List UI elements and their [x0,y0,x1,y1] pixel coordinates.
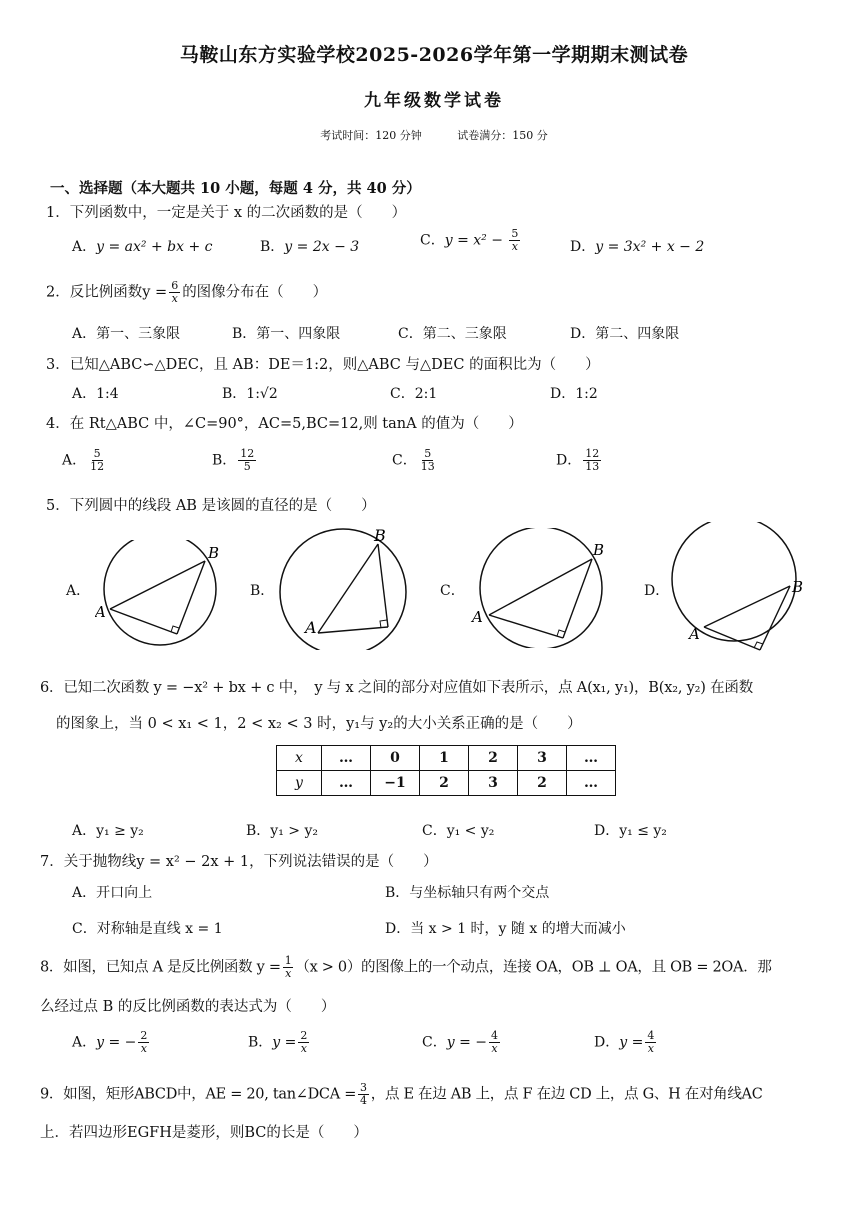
svg-text:B: B [208,544,220,562]
section-heading: 一、选择题（本大题共 10 小题，每题 4 分，共 40 分） [50,180,421,197]
q1-option-d: D．y = 3x² + x − 2 [570,239,705,255]
svg-text:A: A [689,625,700,643]
svg-text:A: A [472,608,483,626]
table-cell: −1 [371,771,420,796]
q7-stem: 7．关于抛物线y = x² − 2x + 1，下列说法错误的是（ ） [40,854,438,870]
svg-text:B: B [792,578,804,596]
table-cell: … [567,746,616,771]
q5-option-c-label: C． [440,583,465,599]
q1-option-c: C．y = x² − $\frac{5}{x}$ [420,227,519,253]
q2-option-a: A．第一、三象限 [72,326,181,342]
exam-title: 马鞍山东方实验学校2025-2026学年第一学期期末测试卷 [179,44,689,66]
q3-option-c: C．2:1 [390,386,438,402]
svg-text:B: B [593,541,605,559]
q2-option-d: D．第二、四象限 [570,326,680,342]
q8-option-c: C．y = − $\frac{4}{x}$ [422,1029,498,1055]
q6-line1: 6．已知二次函数 y = −x² + bx + c 中， y 与 x 之间的部分对应值如下表所示，点 A(x₁, y₁)，B(x₂, y₂) 在函数 [40,680,754,696]
q5-figure-b [270,525,420,650]
q9-stem: 9．如图，矩形ABCD中，AE = 20, tan∠DCA = $\frac{3}{4}$ ，点 E 在边 AB 上，点 F 在边 CD 上，点 G、H 在对角线AC [40,1081,763,1107]
q8-line2: 么经过点 B 的反比例函数的表达式为（ ） [40,999,336,1015]
q4-option-c: C． $\frac{5}{13}$ [392,447,435,473]
q5-figure-c [467,528,612,648]
q2-stem: 2．反比例函数y = $\frac{6}{x}$ 的图像分布在（ ） [46,279,328,305]
q6-value-table [276,745,616,796]
table-cell: 2 [420,771,469,796]
q2-option-b: B．第一、四象限 [232,326,341,342]
svg-text:B: B [374,526,386,545]
exam-subtitle: 九年级数学试卷 [364,91,504,111]
table-cell: … [567,771,616,796]
q3-stem: 3．已知△ABC∽△DEC，且 AB：DE＝1:2，则△ABC 与△DEC 的面积比为（ ） [46,357,600,373]
q3-option-b: B．1:√2 [222,386,278,402]
q7-option-a: A．开口向上 [72,885,153,901]
svg-text:A: A [95,603,106,621]
table-cell: 2 [469,746,518,771]
full-score: 试卷满分：150 分 [457,129,548,142]
q6-line2: 的图象上，当 0 < x₁ < 1，2 < x₂ < 3 时，y₁与 y₂的大小关系正确的是（ ） [56,716,582,732]
q6-option-a: A．y₁ ≥ y₂ [72,823,144,839]
q4-option-d: D． $\frac{12}{13}$ [556,447,600,473]
q6-option-b: B．y₁ > y₂ [246,823,318,839]
table-cell: 0 [371,746,420,771]
q5-option-a-label: A． [66,583,91,599]
q3-option-a: A．1:4 [72,386,119,402]
table-cell: 1 [420,746,469,771]
q6-option-c: C．y₁ < y₂ [422,823,495,839]
q1-option-b: B．y = 2x − 3 [260,239,360,255]
q8-stem: 8．如图，已知点 A 是反比例函数 y = $\frac{1}{x}$ （x > 0）的图像上的一个动点，连接 OA，OB ⊥ OA，且 OB = 2OA．那 [40,954,772,980]
q5-option-b-label: B． [250,583,275,599]
q9-line2: 上．若四边形EGFH是菱形，则BC的长是（ ） [40,1125,368,1141]
svg-text:A: A [305,618,317,637]
table-cell: 3 [469,771,518,796]
table-cell: 2 [518,771,567,796]
q5-figure-a [95,540,230,650]
table-cell: 3 [518,746,567,771]
q1-stem: 1．下列函数中，一定是关于 x 的二次函数的是（ ） [46,205,407,221]
q2-option-c: C．第二、三象限 [398,326,507,342]
exam-meta [0,127,868,143]
q7-option-c: C．对称轴是直线 x = 1 [72,921,223,937]
exam-time: 考试时间：120 分钟 [320,129,422,142]
q4-option-b: B． $\frac{12}{5}$ [212,447,255,473]
q8-option-b: B．y = $\frac{2}{x}$ [248,1029,308,1055]
q8-option-d: D．y = $\frac{4}{x}$ [594,1029,655,1055]
q7-option-d: D．当 x > 1 时，y 随 x 的增大而减小 [385,921,626,937]
q6-option-d: D．y₁ ≤ y₂ [594,823,667,839]
q5-stem: 5．下列圆中的线段 AB 是该圆的直径的是（ ） [46,498,376,514]
table-row [277,771,616,796]
table-cell: y [277,771,322,796]
q4-option-a: A． $\frac{5}{12}$ [62,447,105,473]
q3-option-d: D．1:2 [550,386,598,402]
q7-option-b: B．与坐标轴只有两个交点 [385,885,550,901]
q1-option-a: A．y = ax² + bx + c [72,239,213,255]
q5-option-d-label: D． [644,583,670,599]
table-cell: x [277,746,322,771]
q5-figure-d [670,522,820,657]
q4-stem: 4．在 Rt△ABC 中，∠C=90°，AC=5,BC=12,则 tanA 的值为（ ） [46,416,523,432]
table-row [277,746,616,771]
table-cell: … [322,746,371,771]
q8-option-a: A．y = − $\frac{2}{x}$ [72,1029,148,1055]
table-cell: … [322,771,371,796]
